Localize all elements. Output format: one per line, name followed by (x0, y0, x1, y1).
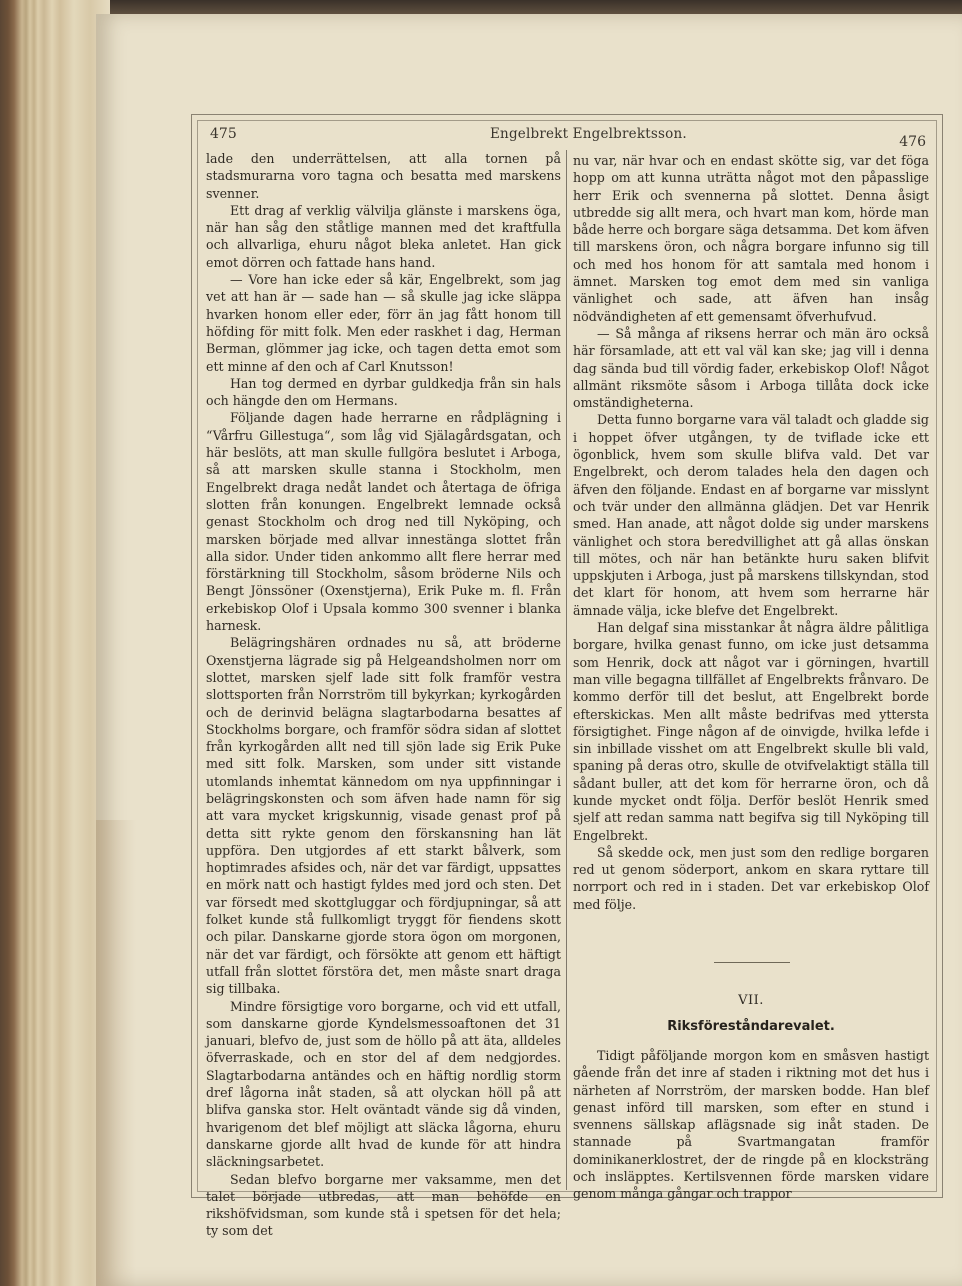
paragraph: Han tog dermed en dyrbar guldkedja från sin hals och hängde den om Hermans. (206, 375, 561, 409)
paragraph: Han delgaf sina misstankar åt några äldre pålitliga borgare, hvilka genast funno, om icke just detsamma som Henrik, dock att något var i görningen, hvartill man ville begagna tillfället af Engelbrekts frånvaro. De kommo derför till det beslut, att Engelbrekt borde efterskickas. Men allt måste bedrifvas med yttersta försigtighet. Finge någon af de oinvigde, hvilka lefde i sin inbillade visshet om att Engelbrekt skulle bli vald, spaning på deras otro, skulle de otvifvelaktigt ställa till sådant buller, att det kom för herrarne öron, och då kunde mycket ondt följa. Derför beslöt Henrik smed sjelf att redan samma natt begifva sig till Nyköping till Engelbrekt. (573, 620, 929, 843)
paragraph: lade den underrättelsen, att alla tornen på stadsmurarna voro tagna och besatta med marskens svenner. (206, 151, 561, 201)
right-column (573, 152, 929, 913)
paragraph: — Vore han icke eder så kär, Engelbrekt, som jag vet att han är — sade han — så skulle jag icke släppa hvarken honom eller eder, förr än jag fått honom till höfding för mitt folk. Men eder raskhet i dag, Herman Berman, glömmer jag icke, och tagen detta emot som ett minne af den och af Carl Knutsson! (206, 272, 561, 374)
paragraph: Sedan blefvo borgarne mer vaksamme, men det talet började utbredas, att man behöfde en rikshöfvidsman, som kunde stå i spetsen för det hela; ty som det (206, 1171, 561, 1239)
paragraph: Ett drag af verklig välvilja glänste i marskens öga, när han såg den ståtlige mannen med det kraftfulla och allvarliga, ehuru något bleka anletet. Han gick emot dörren och fattade hans hand. (206, 202, 561, 270)
book-page-edges (0, 0, 110, 1286)
paragraph: nu var, när hvar och en endast skötte sig, var det föga hopp om att kunna uträtta något mot den påpasslige herr Erik och svennerna på slottet. Denna åsigt utbredde sig allt mera, och hvart man kom, hörde man både herre och borgare säga detsamma. Det kom äfven till marskens öron, och några borgare infunno sig till och med hos honom för att samtala med honom i ämnet. Marsken tog emot dem med sin vanliga vänlighet och sade, att äfven han insåg nödvändigheten af ett gemensamt öfverhufvud. (573, 153, 929, 324)
page-stain (96, 820, 136, 1286)
running-title: Engelbrekt Engelbrektsson. (490, 126, 687, 142)
left-column (206, 150, 561, 1240)
paragraph: — Så många af riksens herrar och män äro också här församlade, att ett val väl kan ske; jag vill i denna dag sända bud till vördig fader, erkebiskop Olof! Något allmänt riksmöte såsom i Arboga tillåta dock icke omständigheterna. (573, 325, 929, 411)
paragraph: Belägringshären ordnades nu så, att bröderne Oxenstjerna lägrade sig på Helgeandsholmen norr om slottet, marsken sjelf lade sitt folk framför vestra slottsporten från Norrström till bykyrkan; kyrkogården och de derinvid belägna slagtarbodarna besattes af Stockholms borgare, och framför södra sidan af slottet från kyrkogården allt ned till sjön lade sig Erik Puke med sitt folk. Marsken, som under sitt vistande utomlands inhemtat kännedom om nya uppfinningar i belägringskonsten och som äfven hade namn för sig att vara mycket krigskunnig, visade genast prof på detta sitt rykte genom den förskansning han lät uppföra. Den utgjordes af ett starkt bålverk, som hoptimrades afsides och, när det var färdigt, uppsattes en mörk natt och hastigt fyldes med jord och sten. Det var försedt med skottgluggar och fördjupningar, så att folket kunde stå fullkomligt tryggt för fiendens skott och pilar. Danskarne gjorde stora ögon om morgonen, när det var färdigt, och försökte att genom ett häftigt utfall från slottet förstöra det, men måste snart draga sig tillbaka. (206, 635, 561, 997)
section-divider (714, 962, 790, 963)
paragraph: Detta funno borgarne vara väl taladt och gladde sig i hoppet öfver utgången, ty de tviflade icke ett ögonblick, hvem som skulle blifva vald. Det var Engelbrekt, och derom talades hela den dagen och äfven den följande. Endast en af borgarne var misslynt och tvär under den allmänna glädjen. Det var Henrik smed. Han anade, att något dolde sig under marskens vänlighet och stora beredvillighet att gå allas önskan till mötes, och när han betänkte huru saken blifvit uppskjuten i Arboga, just på marskens tillskyndan, stod det klart för honom, att hvem som herrarne här ämnade välja, icke blefve det Engelbrekt. (573, 412, 929, 618)
page-number-left: 475 (210, 126, 237, 142)
paragraph: Mindre försigtige voro borgarne, och vid ett utfall, som danskarne gjorde Kyndelsmessoaftonen det 31 januari, blefvo de, just som de höllo på att äta, alldeles öfverraskade, och en stor del af dem nedgjordes. Slagtarbodarna antändes och en häftig nordlig storm dref lågorna inåt staden, så att olyckan höll på att blifva ganska stor. Helt oväntadt vände sig då vinden, hvarigenom det blef möjligt att släcka lågorna, ehuru danskarne gjorde allt hvad de kunde för att hindra släckningsarbetet. (206, 998, 561, 1170)
page-number-right: 476 (899, 134, 926, 150)
chapter-title: Riksföreståndarevalet. (667, 1019, 835, 1034)
paragraph: Tidigt påföljande morgon kom en småsven hastigt gående från det inre af staden i riktning mot det hus i närheten af Norrström, der marsken bodde. Han blef genast införd till marsken, som efter en stund i svennens sällskap aflägsnade sig inåt staden. De stannade på Svartmangatan framför dominikanerklostret, der de ringde på en klocksträng och insläpptes. Kertilsvennen förde marsken vidare genom många gångar och trappor (573, 1048, 929, 1202)
running-head (190, 124, 942, 150)
chapter-text (573, 1047, 929, 1203)
column-divider (566, 150, 567, 1190)
chapter-number: VII. (738, 993, 764, 1008)
paragraph: Så skedde ock, men just som den redlige borgaren red ut genom söderport, ankom en skara ryttare till norrport och red in i staden. Det var erkebiskop Olof med följe. (573, 844, 929, 912)
paragraph: Följande dagen hade herrarne en rådplägning i “Vårfru Gillestuga“, som låg vid Själagårdsgatan, och här beslöts, att man skulle fullgöra beslutet i Arboga, så att marsken skulle stanna i Stockholm, men Engelbrekt draga nedåt landet och återtaga de öfriga slotten från konungen. Engelbrekt lemnade också genast Stockholm och drog ned till Nyköping, och marsken började med allvar innestänga slottet från alla sidor. Under tiden ankommo allt flere herrar med förstärkning till Stockholm, såsom bröderne Nils och Bengt Jönssöner (Oxenstjerna), Erik Puke m. fl. Från erkebiskop Olof i Upsala kommo 300 svenner i blanka harnesk. (206, 410, 561, 634)
